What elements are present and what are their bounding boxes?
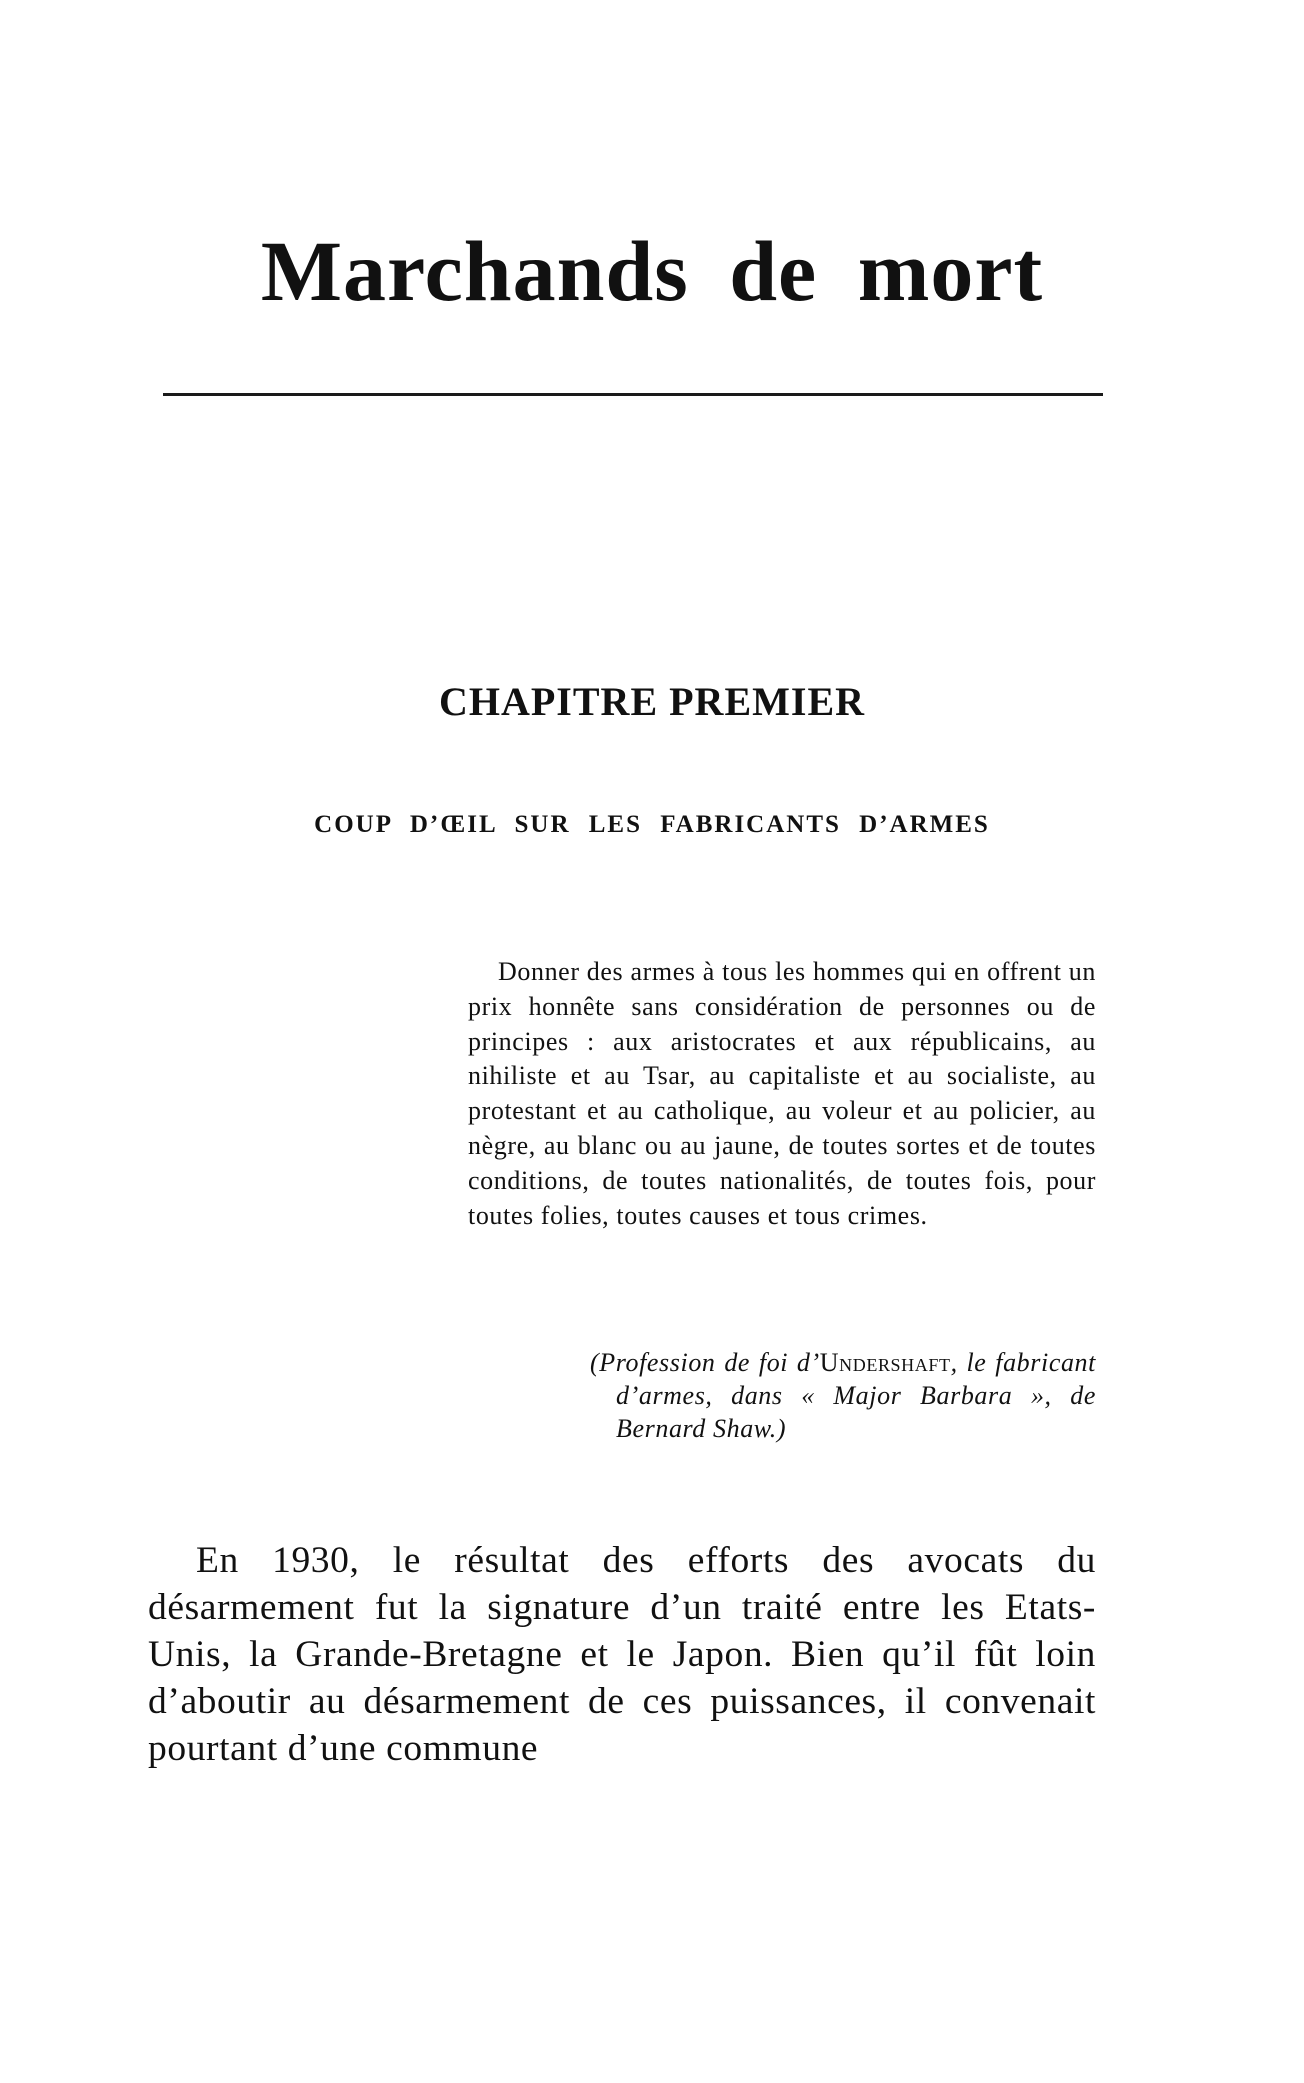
attribution-prefix: (Profession de foi d’ bbox=[590, 1348, 820, 1377]
body-paragraph: En 1930, le résultat des efforts des avocats du désarmement fut la signature d’un traité entre les Etats-Unis, la Grande-Bretagne et le Japon. Bien qu’il fût loin d’aboutir au désarmement de ces puissances, il convenait pourtant d’une commune bbox=[148, 1540, 1096, 1769]
page-title: Marchands de mort bbox=[260, 223, 1044, 319]
epigraph-quote: Donner des armes à tous les hommes qui en offrent un prix honnête sans considération de personnes ou de principes : aux aristocrates et aux républicains, au nihiliste et au Tsar, au capitaliste et au socialiste, au protestant et au catholique, au voleur et au policier, au nègre, au blanc ou au jaune, de toutes sortes et de toutes conditions, de toutes nationalités, de toutes fois, pour toutes folies, toutes causes et tous crimes. bbox=[468, 957, 1096, 1230]
chapter-heading: CHAPITRE PREMIER bbox=[438, 679, 866, 724]
chapter-subheading: COUP D’ŒIL SUR LES FABRICANTS D’ARMES bbox=[314, 811, 990, 838]
attribution-suffix: , le fabricant d’armes, dans « Major Barbara », de Bernard Shaw.) bbox=[616, 1348, 1096, 1443]
attribution-name: Undershaft bbox=[819, 1348, 951, 1377]
epigraph-attribution bbox=[590, 1346, 1096, 1445]
title-rule bbox=[163, 393, 1103, 396]
